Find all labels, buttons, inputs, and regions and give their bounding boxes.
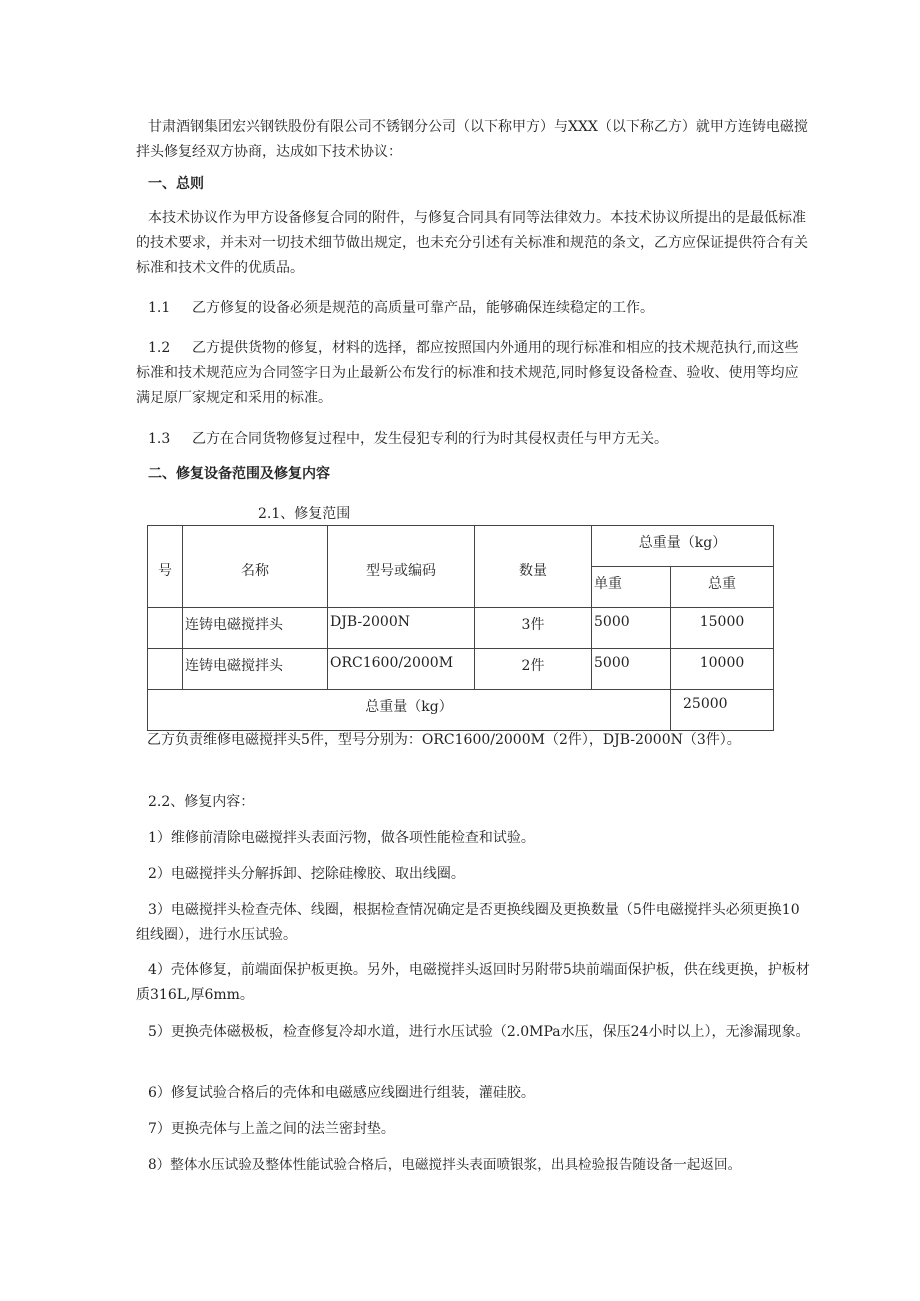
content-text: 2）电磁搅拌头分解拆卸、挖除硅橡胶、取出线圈。 [148, 866, 465, 882]
header-unit-weight: 单重 [592, 567, 671, 608]
header-name: 名称 [183, 526, 328, 608]
content-text: 6）修复试验合格后的壳体和电磁感应线圈进行组装，灌硅胶。 [148, 1085, 535, 1101]
content-item [136, 1153, 826, 1178]
table-row [148, 608, 774, 649]
clause-text: 乙方在合同货物修复过程中，发生侵犯专利的行为时其侵权责任与甲方无关。 [192, 431, 668, 447]
intro-text: 甘肃酒钢集团宏兴钢铁股份有限公司不锈钢分公司（以下称甲方）与XXX（以下称乙方）就甲方连铸电磁搅拌头修复经双方协商，达成如下技术协议： [136, 119, 808, 160]
content-item [136, 898, 812, 948]
content-text: 1）维修前清除电磁搅拌头表面污物，做各项性能检查和试验。 [148, 830, 535, 846]
clause-number: 1.2 [148, 340, 171, 356]
clause-text: 乙方修复的设备必须是规范的高质量可靠产品，能够确保连续稳定的工作。 [192, 300, 654, 316]
cell-name: 连铸电磁搅拌头 [183, 649, 328, 690]
section2-heading: 二、修复设备范围及修复内容 [148, 466, 330, 482]
content-text: 7）更换壳体与上盖之间的法兰密封垫。 [148, 1121, 395, 1137]
cell-no [148, 649, 183, 690]
header-model: 型号或编码 [328, 526, 475, 608]
content-text: 8）整体水压试验及整体性能试验合格后，电磁搅拌头表面喷银浆，出具检验报告随设备一起返回。 [148, 1157, 742, 1173]
cell-total: 10000 [671, 649, 774, 690]
header-total-weight: 总重 [671, 567, 774, 608]
header-qty: 数量 [475, 526, 592, 608]
header-no: 号 [148, 526, 183, 608]
cell-unit: 5000 [592, 649, 671, 690]
subsection-2-2: 2.2、修复内容： [148, 794, 255, 810]
cell-model: DJB-2000N [328, 608, 475, 649]
clause-number: 1.1 [148, 300, 171, 316]
cell-qty: 2件 [475, 649, 592, 690]
cell-qty: 3件 [475, 608, 592, 649]
intro-paragraph [136, 115, 812, 165]
content-item [136, 1020, 812, 1045]
content-item [136, 958, 812, 1008]
cell-model: ORC1600/2000M [328, 649, 475, 690]
clause-1-1 [136, 296, 812, 321]
clause-number: 1.3 [148, 431, 171, 447]
content-item [136, 1081, 812, 1106]
cell-no [148, 608, 183, 649]
header-weight: 总重量（kg） [592, 526, 774, 567]
scope-note: 乙方负责维修电磁搅拌头5件，型号分别为：ORC1600/2000M（2件），DJB-2000N（3件）。 [147, 732, 741, 748]
section1-paragraph [136, 206, 812, 281]
content-text: 4）壳体修复，前端面保护板更换。另外，电磁搅拌头返回时另附带5块前端面保护板，供在线更换，护板材质316L,厚6mm。 [136, 962, 810, 1003]
cell-total: 15000 [671, 608, 774, 649]
table-header-row [148, 526, 774, 567]
section1-text: 本技术协议作为甲方设备修复合同的附件，与修复合同具有同等法律效力。本技术协议所提出的是最低标准的技术要求，并未对一切技术细节做出规定，也未充分引述有关标准和规范的条文，乙方应保证提供符合有关标准和技术文件的优质品。 [136, 210, 808, 276]
cell-name: 连铸电磁搅拌头 [183, 608, 328, 649]
content-text: 3）电磁搅拌头检查壳体、线圈，根据检查情况确定是否更换线圈及更换数量（5件电磁搅拌头必须更换10组线圈），进行水压试验。 [136, 902, 800, 943]
table-sum-row [148, 690, 774, 731]
content-item [136, 826, 812, 851]
section1-heading: 一、总则 [148, 176, 204, 192]
sum-label: 总重量（kg） [148, 690, 671, 731]
sum-value: 25000 [671, 690, 774, 731]
content-text: 5）更换壳体磁极板，检查修复冷却水道，进行水压试验（2.0MPa水压，保压24小时以上），无渗漏现象。 [148, 1024, 810, 1040]
clause-1-3 [136, 427, 812, 452]
subsection-2-1: 2.1、修复范围 [258, 506, 351, 522]
content-item [136, 1117, 812, 1142]
content-item [136, 862, 812, 887]
clause-1-2 [136, 336, 812, 411]
table-row [148, 649, 774, 690]
repair-scope-table [147, 525, 774, 731]
cell-unit: 5000 [592, 608, 671, 649]
clause-text: 乙方提供货物的修复，材料的选择，都应按照国内外通用的现行标准和相应的技术规范执行,而这些标准和技术规范应为合同签字日为止最新公布发行的标准和技术规范,同时修复设备检查、验收、使用等均应满足原厂家规定和采用的标准。 [136, 340, 799, 406]
